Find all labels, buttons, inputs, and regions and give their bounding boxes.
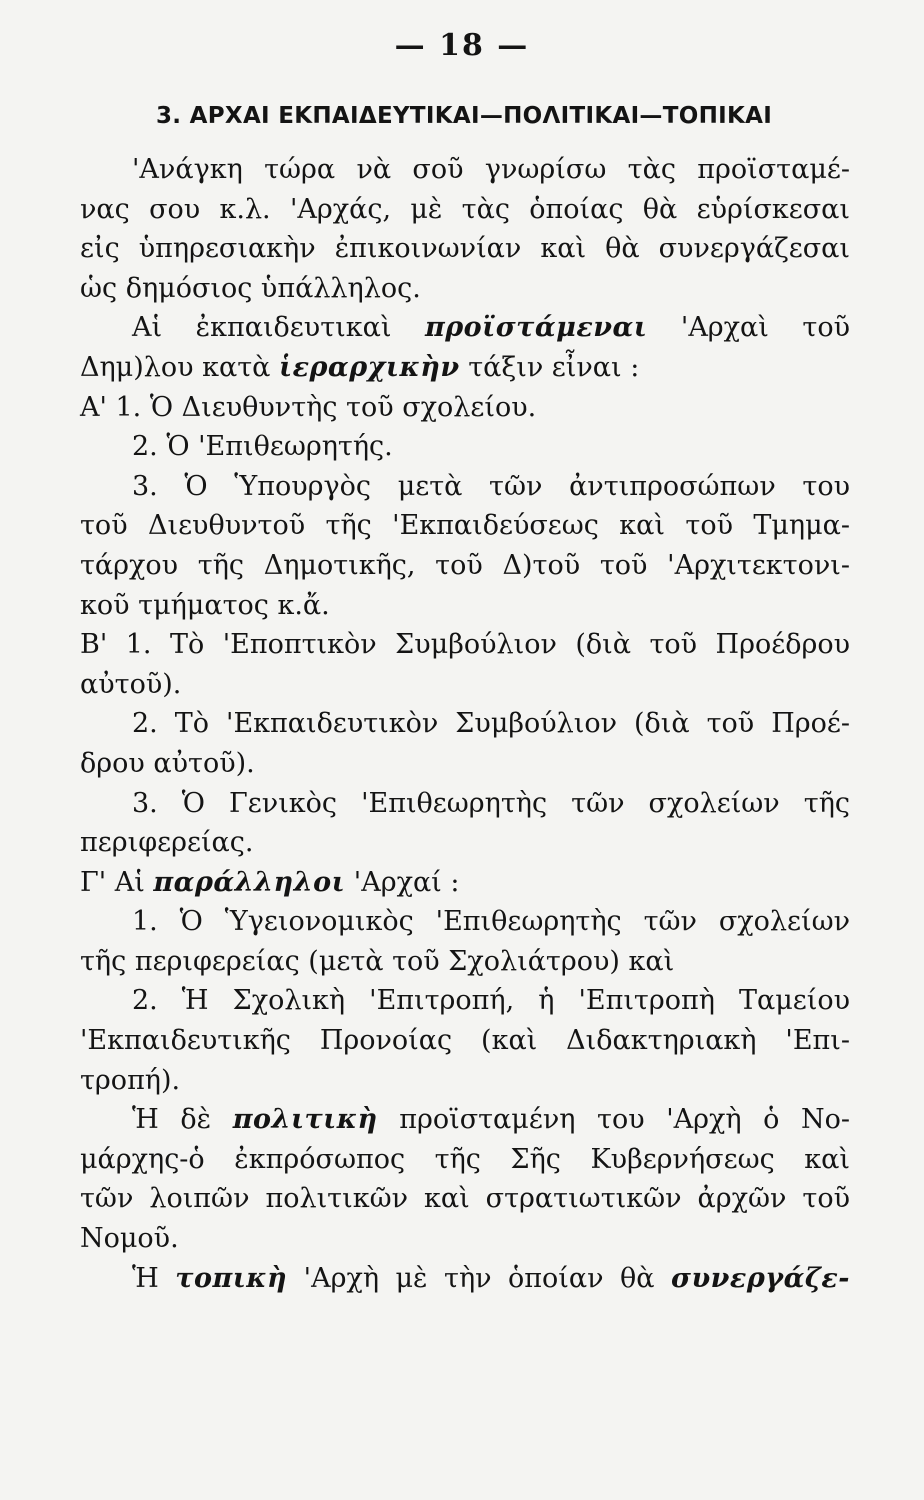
text-segment: μάρχης-ὁ ἐκπρόσωπος τῆς Σῆς Κυβερνήσεως καὶ (80, 1143, 850, 1175)
text-segment: περιφερείας. (80, 827, 254, 859)
page-number: — 18 — (394, 28, 530, 63)
text-line (80, 1100, 850, 1140)
text-segment: αὐτοῦ). (80, 668, 182, 700)
text-line (80, 942, 850, 982)
text-line (80, 784, 850, 824)
text-line (80, 744, 850, 784)
text-line (80, 902, 850, 942)
text-segment: Γ' Αἱ (80, 866, 145, 898)
text-line (80, 625, 850, 665)
text-line (80, 506, 850, 546)
text-line (80, 308, 850, 348)
text-segment: 'Αρχὴ μὲ τὴν ὁποίαν θὰ (303, 1262, 655, 1294)
text-line (80, 269, 850, 309)
text-segment: εἰς ὑπηρεσιακὴν ἐπικοινωνίαν καὶ θὰ συνεργάζεσαι (80, 233, 850, 265)
text-segment: 1. Ὁ Ὑγειονομικὸς 'Επιθεωρητὴς τῶν σχολείων (132, 906, 850, 938)
text-line (80, 704, 850, 744)
text-line (80, 546, 850, 586)
text-segment: Νομοῦ. (80, 1223, 179, 1255)
text-segment: 3. Ὁ Ὑπουργὸς μετὰ τῶν ἀντιπροσώπων του (132, 470, 850, 502)
text-line (80, 1140, 850, 1180)
text-segment: τάρχου τῆς Δημοτικῆς, τοῦ Δ)τοῦ τοῦ 'Αρχιτεκτονι- (80, 549, 850, 581)
emphasized-term: πολιτικὴ (232, 1104, 378, 1136)
text-line (80, 1259, 850, 1299)
text-segment: τῶν λοιπῶν πολιτικῶν καὶ στρατιωτικῶν ἀρχῶν τοῦ (80, 1183, 850, 1215)
text-line (80, 190, 850, 230)
text-line (80, 467, 850, 507)
text-segment: 2. Τὸ 'Εκπαιδευτικὸν Συμβούλιον (διὰ τοῦ Προέ- (132, 708, 850, 740)
text-segment: 'Ανάγκη τώρα νὰ σοῦ γνωρίσω τὰς προϊσταμέ- (132, 154, 850, 185)
body-text (80, 150, 850, 1298)
text-segment: νας σου κ.λ. 'Αρχάς, μὲ τὰς ὁποίας θὰ εὑρίσκεσαι (80, 193, 850, 225)
text-line (80, 388, 850, 428)
emphasized-term: ἱεραρχικὴν (279, 351, 460, 383)
text-segment: Αἱ ἐκπαιδευτικαὶ (132, 312, 392, 344)
text-line (80, 427, 850, 467)
section-heading: 3. ΑΡΧΑΙ ΕΚΠΑΙΔΕΥΤΙΚΑΙ—ΠΟΛΙΤΙΚΑΙ—ΤΟΠΙΚΑΙ (156, 103, 773, 129)
text-line (80, 665, 850, 705)
text-segment: προϊσταμένη του 'Αρχὴ ὁ Νο- (399, 1104, 850, 1136)
text-segment: τροπή). (80, 1064, 181, 1096)
text-line (80, 823, 850, 863)
text-segment: κοῦ τμήματος κ.ἄ. (80, 589, 330, 621)
text-line (80, 1061, 850, 1101)
text-line (80, 150, 850, 190)
text-line (80, 348, 850, 388)
text-segment: 2. Ἡ Σχολικὴ 'Επιτροπή, ἡ 'Επιτροπὴ Ταμείου (132, 985, 850, 1017)
text-segment: 'Αρχαί : (353, 866, 460, 898)
text-segment: 'Εκπαιδευτικῆς Προνοίας (καὶ Διδακτηριακὴ 'Επι- (80, 1025, 850, 1057)
text-line (80, 1219, 850, 1259)
emphasized-term: συνεργάζε- (671, 1262, 850, 1294)
text-segment: 3. Ὁ Γενικὸς 'Επιθεωρητὴς τῶν σχολείων τῆς (132, 787, 850, 819)
text-segment: Ἡ (132, 1262, 159, 1294)
text-segment: 'Αρχαὶ τοῦ (680, 312, 850, 344)
text-line (80, 981, 850, 1021)
emphasized-term: τοπικὴ (175, 1262, 288, 1294)
text-line (80, 229, 850, 269)
text-segment: 2. Ὁ 'Επιθεωρητής. (132, 431, 393, 463)
emphasized-term: προϊστάμεναι (424, 312, 648, 344)
text-segment: δρου αὐτοῦ). (80, 747, 255, 779)
text-segment: τοῦ Διευθυντοῦ τῆς 'Εκπαιδεύσεως καὶ τοῦ Τμημα- (80, 510, 850, 542)
text-segment: Α' 1. Ὁ Διευθυντὴς τοῦ σχολείου. (80, 391, 537, 423)
text-segment: Ἡ δὲ (132, 1104, 212, 1136)
text-segment: Β' 1. Τὸ 'Εποπτικὸν Συμβούλιον (διὰ τοῦ Προέδρου (80, 629, 850, 661)
text-line (80, 1179, 850, 1219)
text-segment: Δημ)λου κατὰ (80, 351, 271, 383)
text-line (80, 1021, 850, 1061)
text-line (80, 863, 850, 903)
text-segment: τάξιν εἶναι : (468, 351, 640, 383)
emphasized-term: παράλληλοι (153, 866, 346, 898)
text-line (80, 586, 850, 626)
text-segment: τῆς περιφερείας (μετὰ τοῦ Σχολιάτρου) καὶ (80, 945, 675, 977)
text-segment: ὡς δημόσιος ὑπάλληλος. (80, 272, 421, 304)
